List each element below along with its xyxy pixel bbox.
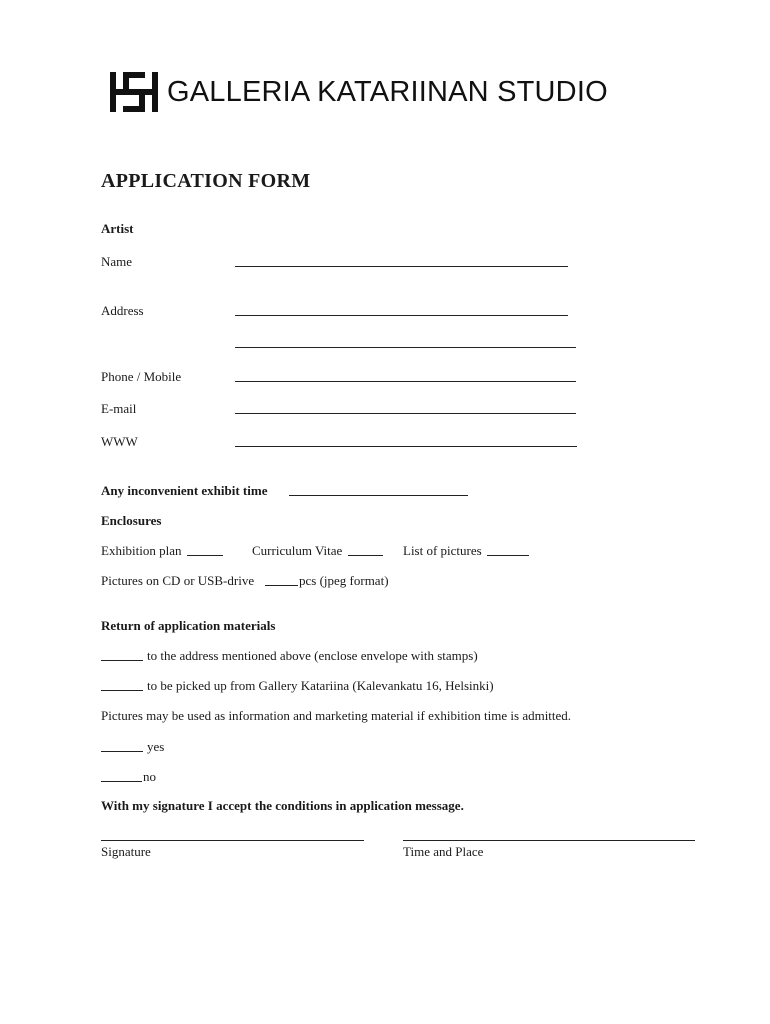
www-label: WWW xyxy=(101,434,138,449)
pictures-cd-format: pcs (jpeg format) xyxy=(299,573,389,588)
return-pickup-option: to be picked up from Gallery Katariina (Kalevankatu 16, Helsinki) xyxy=(147,678,494,693)
curriculum-vitae-label: Curriculum Vitae xyxy=(252,543,343,558)
phone-label: Phone / Mobile xyxy=(101,369,182,384)
signature-label: Signature xyxy=(101,844,151,859)
time-place-label: Time and Place xyxy=(403,844,484,859)
email-field[interactable] xyxy=(235,413,576,414)
signature-statement: With my signature I accept the conditions in application message. xyxy=(101,798,464,813)
signature-field[interactable] xyxy=(101,840,364,841)
list-of-pictures-field[interactable] xyxy=(487,555,529,556)
exhibit-time-label: Any inconvenient exhibit time xyxy=(101,483,268,498)
return-pickup-field[interactable] xyxy=(101,690,143,691)
return-heading: Return of application materials xyxy=(101,618,276,633)
time-place-field[interactable] xyxy=(403,840,695,841)
yes-label: yes xyxy=(147,739,165,754)
address-field[interactable] xyxy=(235,315,568,316)
gallery-logo-icon xyxy=(110,72,158,112)
address-label: Address xyxy=(101,303,144,318)
pictures-cd-count-field[interactable] xyxy=(265,585,298,586)
exhibit-time-field[interactable] xyxy=(289,495,468,496)
pictures-cd-label: Pictures on CD or USB-drive xyxy=(101,573,255,588)
artist-heading: Artist xyxy=(101,221,134,236)
curriculum-vitae-field[interactable] xyxy=(348,555,383,556)
gallery-name: GALLERIA KATARIINAN STUDIO xyxy=(167,76,608,108)
yes-field[interactable] xyxy=(101,751,143,752)
return-address-field[interactable] xyxy=(101,660,143,661)
no-field[interactable] xyxy=(101,781,142,782)
return-address-option: to the address mentioned above (enclose envelope with stamps) xyxy=(147,648,478,663)
no-label: no xyxy=(143,769,156,784)
enclosures-heading: Enclosures xyxy=(101,513,162,528)
www-field[interactable] xyxy=(235,446,577,447)
exhibition-plan-label: Exhibition plan xyxy=(101,543,182,558)
page-title: APPLICATION FORM xyxy=(101,170,311,192)
name-label: Name xyxy=(101,254,133,269)
phone-field[interactable] xyxy=(235,381,576,382)
name-field[interactable] xyxy=(235,266,568,267)
list-of-pictures-label: List of pictures xyxy=(403,543,482,558)
email-label: E-mail xyxy=(101,401,137,416)
exhibition-plan-field[interactable] xyxy=(187,555,223,556)
address-field-line-2[interactable] xyxy=(235,347,576,348)
pictures-use-text: Pictures may be used as information and marketing material if exhibition time is admitted. xyxy=(101,708,572,723)
